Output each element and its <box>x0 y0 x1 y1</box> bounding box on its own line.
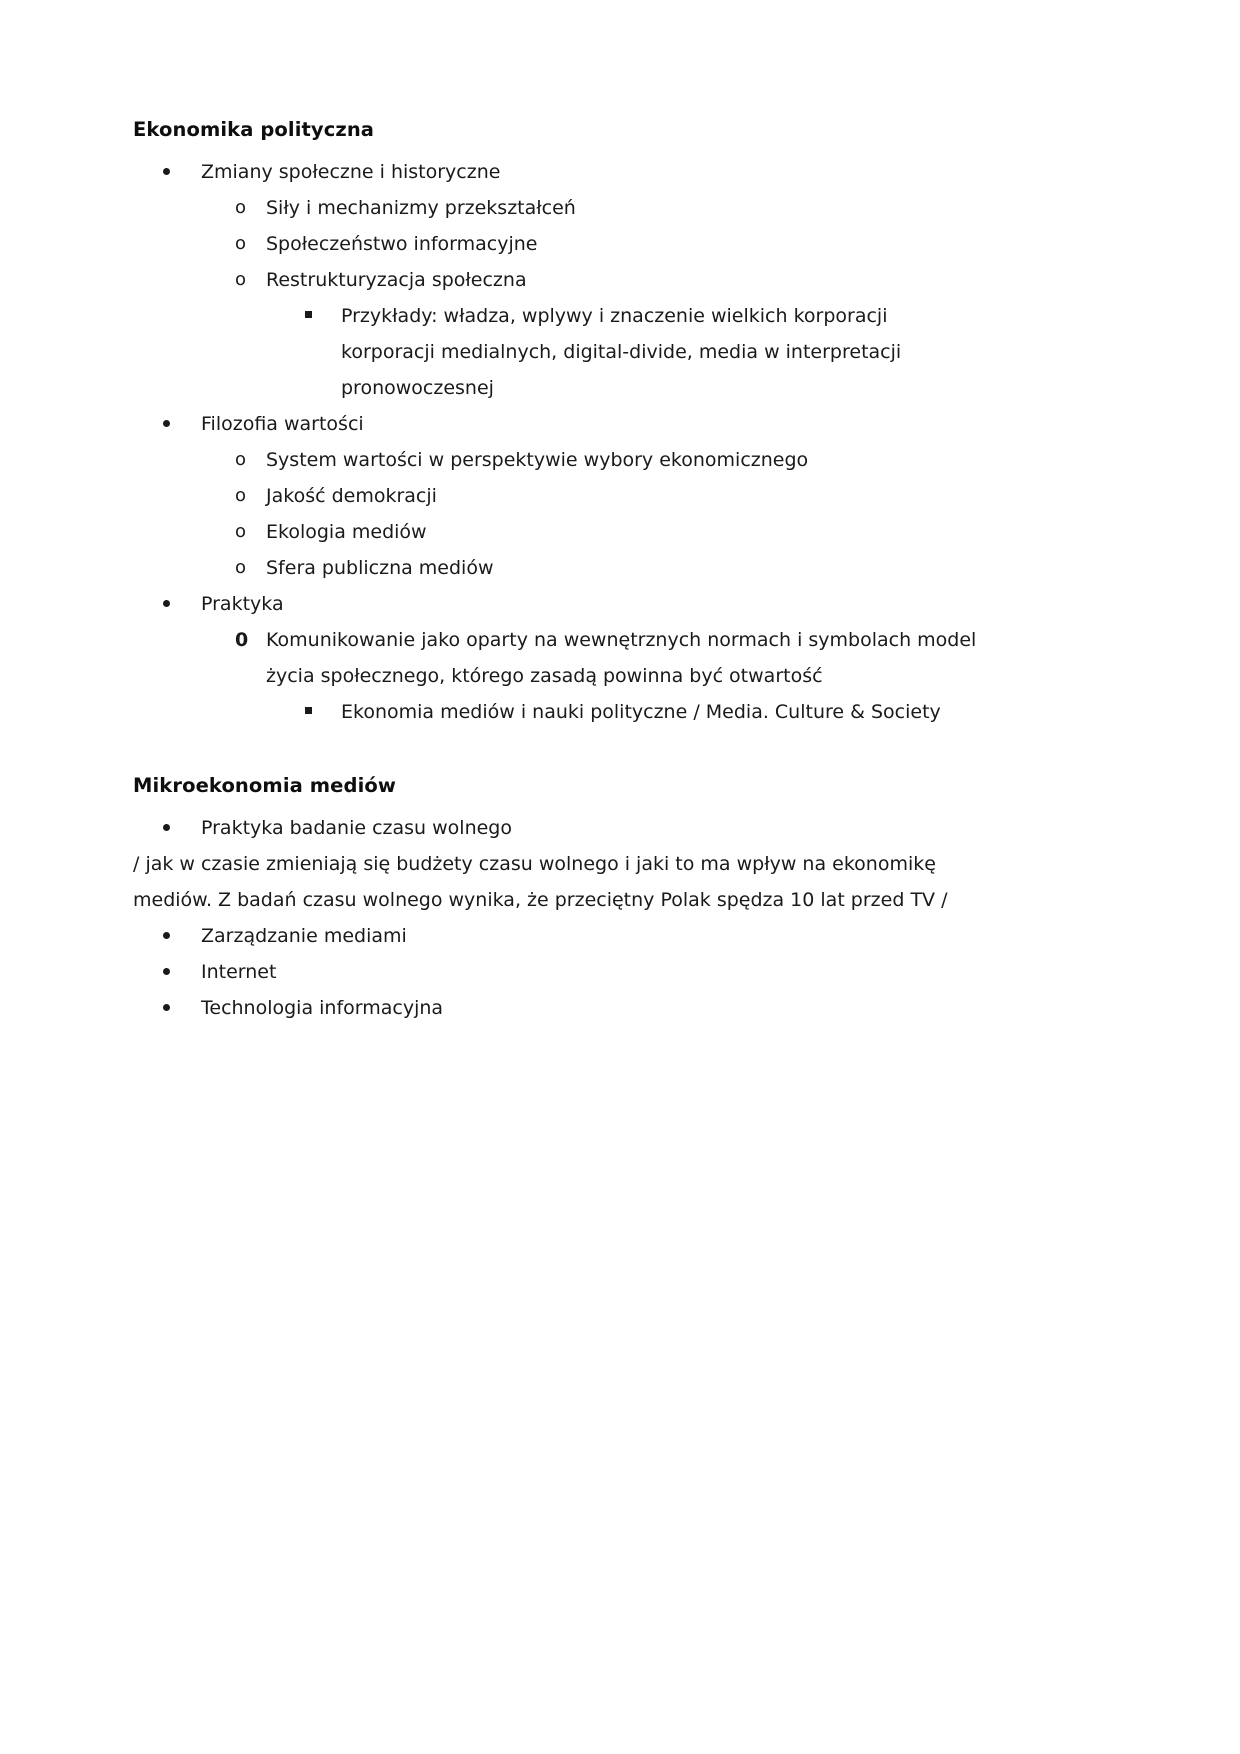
list-item-text: Społeczeństwo informacyjne <box>266 232 538 255</box>
list-item-text: Przykłady: władza, wplywy i znaczenie wielkich korporacji korporacji medialnych, digital-divide, media w interpretacji pronowoczesnej <box>341 304 908 399</box>
list-item-text: Jakość demokracji <box>266 484 437 507</box>
list-item <box>133 622 983 694</box>
list-item <box>133 954 983 990</box>
bullet-dot-icon <box>163 954 201 990</box>
section-heading-mikroekonomia-mediow: Mikroekonomia mediów <box>133 773 396 797</box>
bullet-square-icon <box>305 298 341 334</box>
circle-marker-icon: o <box>235 196 247 218</box>
list-item <box>133 442 983 478</box>
list-item-text: Ekologia mediów <box>266 520 427 543</box>
list-item <box>133 298 983 406</box>
list-item <box>133 262 983 298</box>
list-item-text: Zarządzanie mediami <box>201 924 407 947</box>
bullet-square-icon <box>305 694 341 730</box>
bullet-dot-icon <box>163 918 201 954</box>
section-heading-ekonomika-polityczna: Ekonomika polityczna <box>133 118 375 141</box>
list-item-text: Praktyka badanie czasu wolnego <box>201 816 512 839</box>
list-item <box>133 990 983 1026</box>
list-item <box>133 694 983 730</box>
list-item <box>133 918 983 954</box>
zero-marker-icon: 0 <box>235 628 249 651</box>
list-item <box>133 190 983 226</box>
bullet-dot-icon <box>163 586 201 622</box>
list-item <box>133 586 983 622</box>
list-item-text: System wartości w perspektywie wybory ekonomicznego <box>266 448 809 471</box>
bullet-dot-icon <box>163 990 201 1026</box>
list-item <box>133 154 983 190</box>
list-item-text: Internet <box>201 960 277 983</box>
list-item <box>133 550 983 586</box>
circle-marker-icon: o <box>235 448 247 470</box>
list-item <box>133 406 983 442</box>
list-item <box>133 478 983 514</box>
list-item-text: Filozofia wartości <box>201 412 364 435</box>
list-item-text: Ekonomia mediów i nauki polityczne / Media. Culture & Society <box>341 700 941 723</box>
bullet-dot-icon <box>163 154 201 190</box>
list-item <box>133 226 983 262</box>
list-item-text: Siły i mechanizmy przekształceń <box>266 196 576 219</box>
circle-marker-icon: o <box>235 556 247 578</box>
list-item-text: Komunikowanie jako oparty na wewnętrznych normach i symbolach model życia społecznego, którego zasadą powinna być otwartość <box>266 628 983 687</box>
circle-marker-icon: o <box>235 484 247 506</box>
circle-marker-icon: o <box>235 232 247 254</box>
list-item-text: Zmiany społeczne i historyczne <box>201 160 501 183</box>
list-item-text: Restrukturyzacja społeczna <box>266 268 527 291</box>
bullet-dot-icon <box>163 406 201 442</box>
paragraph-czas-wolny: / jak w czasie zmieniają się budżety czasu wolnego i jaki to ma wpływ na ekonomikę mediów. Z badań czasu wolnego wynika, że przeciętny Polak spędza 10 lat przed TV / <box>133 852 948 911</box>
document-body <box>133 118 983 1026</box>
list-item-text: Technologia informacyjna <box>201 996 444 1019</box>
list-item-text: Sfera publiczna mediów <box>266 556 494 579</box>
bullet-dot-icon <box>163 810 201 846</box>
list-item <box>133 810 983 846</box>
list-item <box>133 514 983 550</box>
circle-marker-icon: o <box>235 268 247 290</box>
list-item-text: Praktyka <box>201 592 284 615</box>
circle-marker-icon: o <box>235 520 247 542</box>
